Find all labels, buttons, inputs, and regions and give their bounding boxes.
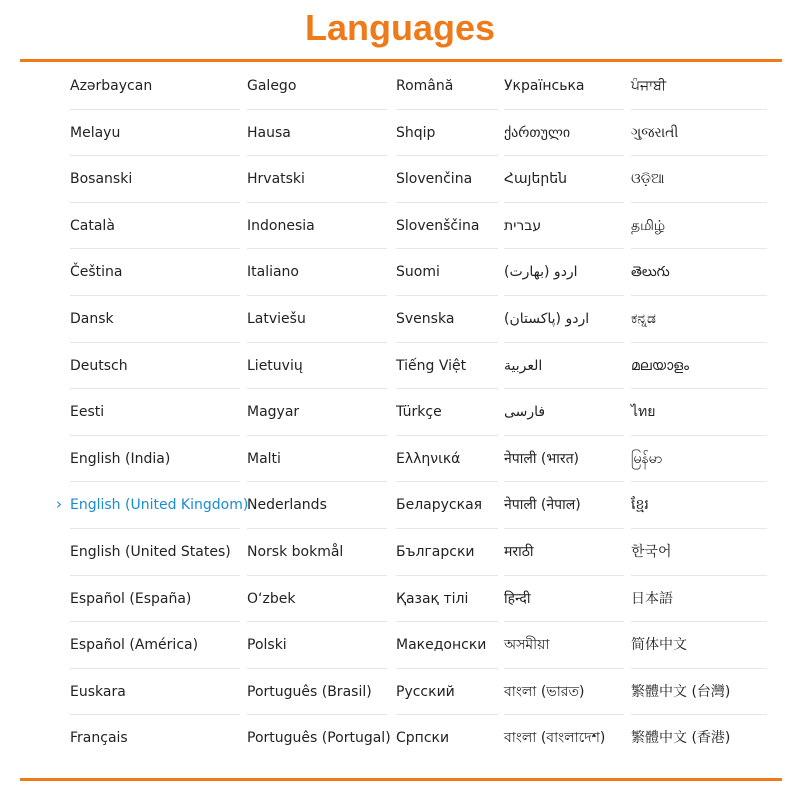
language-label: ไทย (631, 404, 656, 421)
language-option[interactable] (247, 203, 387, 250)
language-label: Eesti (70, 404, 105, 421)
language-label: नेपाली (भारत) (504, 450, 580, 467)
language-label: বাংলা (ভারত) (504, 683, 585, 700)
language-label: ಕನ್ನಡ (631, 310, 656, 327)
language-column-2 (247, 63, 391, 762)
language-option[interactable] (504, 343, 624, 390)
language-option[interactable] (504, 622, 624, 669)
language-label: Azərbaycan (70, 78, 153, 94)
language-option[interactable] (504, 576, 624, 623)
language-label: ଓଡ଼ିଆ (631, 171, 665, 188)
footer-divider (20, 778, 782, 781)
language-label: Bosanski (70, 171, 133, 188)
language-option[interactable] (70, 156, 240, 203)
language-option[interactable] (504, 110, 624, 157)
language-label: Magyar (247, 404, 300, 421)
language-option[interactable] (631, 622, 767, 669)
language-label: English (United States) (70, 543, 231, 560)
language-option[interactable] (70, 63, 240, 110)
language-option[interactable] (70, 576, 240, 623)
language-option[interactable] (70, 343, 240, 390)
language-label: Indonesia (247, 217, 315, 234)
language-label: Latviešu (247, 310, 306, 327)
language-label: Svenska (396, 310, 455, 327)
chevron-right-icon: › (56, 495, 62, 514)
language-label: Español (España) (70, 590, 192, 607)
language-label: Українська (504, 78, 585, 94)
language-option[interactable] (247, 529, 387, 576)
language-label: Српски (396, 730, 450, 747)
language-option[interactable] (631, 715, 767, 762)
language-option[interactable] (70, 296, 240, 343)
language-option[interactable] (504, 669, 624, 716)
language-option[interactable] (247, 576, 387, 623)
language-option[interactable] (247, 110, 387, 157)
language-label: Shqip (396, 124, 436, 141)
language-option[interactable] (504, 203, 624, 250)
language-label: Slovenščina (396, 217, 480, 234)
language-option[interactable] (396, 110, 498, 157)
header-divider (20, 59, 782, 62)
language-option[interactable] (631, 249, 767, 296)
language-option[interactable] (396, 296, 498, 343)
language-label: Français (70, 730, 128, 747)
language-option[interactable] (396, 156, 498, 203)
language-label: မြန်မာ (631, 450, 663, 467)
language-option[interactable] (631, 669, 767, 716)
language-label: हिन्दी (504, 590, 531, 607)
language-label: മലയാളം (631, 357, 690, 374)
language-label: Malti (247, 450, 281, 467)
language-label: Nederlands (247, 497, 327, 514)
language-label: اردو (بھارت) (504, 264, 578, 281)
language-label: Ελληνικά (396, 450, 461, 467)
language-label: Galego (247, 78, 297, 94)
language-option[interactable] (247, 389, 387, 436)
language-option[interactable] (396, 715, 498, 762)
language-column-3 (396, 63, 498, 762)
language-option[interactable] (631, 203, 767, 250)
language-label: Português (Brasil) (247, 683, 372, 700)
page-title: Languages (304, 7, 496, 48)
language-label: O‘zbek (247, 590, 296, 607)
language-label: తెలుగు (631, 264, 670, 281)
language-option[interactable] (504, 63, 624, 110)
language-option[interactable] (247, 343, 387, 390)
language-label: বাংলা (বাংলাদেশ) (504, 730, 606, 747)
language-option[interactable] (396, 482, 498, 529)
language-label: Català (70, 217, 115, 234)
language-option[interactable] (631, 110, 767, 157)
language-option[interactable] (70, 436, 240, 483)
language-label: ქართული (504, 124, 571, 141)
language-grid (0, 63, 800, 775)
language-option[interactable] (631, 529, 767, 576)
language-option[interactable] (504, 389, 624, 436)
language-option[interactable] (631, 389, 767, 436)
language-option[interactable] (70, 203, 240, 250)
language-option[interactable] (70, 529, 240, 576)
language-option[interactable] (396, 63, 498, 110)
language-label: Tiếng Việt (396, 357, 467, 374)
language-label: Հայերեն (504, 171, 567, 188)
language-option[interactable] (396, 389, 498, 436)
language-option[interactable] (631, 482, 767, 529)
language-label: English (India) (70, 450, 171, 467)
language-label: 简体中文 (631, 637, 687, 654)
language-option[interactable] (631, 576, 767, 623)
language-label: Italiano (247, 264, 299, 281)
language-option[interactable] (247, 249, 387, 296)
language-option[interactable] (504, 296, 624, 343)
language-label: Lietuvių (247, 357, 303, 374)
language-label: 한국어 (631, 543, 672, 560)
language-column-5 (631, 63, 767, 762)
language-label: 繁體中文 (台灣) (631, 683, 731, 700)
language-option-selected[interactable] (56, 482, 249, 529)
language-label: Polski (247, 637, 287, 654)
language-option[interactable] (247, 436, 387, 483)
language-option[interactable] (70, 389, 240, 436)
language-label: Русский (396, 683, 455, 700)
language-label: Български (396, 543, 475, 560)
language-option[interactable] (631, 156, 767, 203)
language-label: Hausa (247, 124, 291, 141)
language-option[interactable] (70, 622, 240, 669)
language-option[interactable] (504, 156, 624, 203)
language-option[interactable] (504, 436, 624, 483)
language-option[interactable] (631, 296, 767, 343)
language-option[interactable] (396, 622, 498, 669)
language-option[interactable] (247, 63, 387, 110)
language-label: Melayu (70, 124, 121, 141)
language-option[interactable] (504, 482, 624, 529)
language-label: اردو (پاکستان) (504, 310, 590, 327)
language-label: עברית (504, 217, 542, 234)
language-label: 日本語 (631, 590, 673, 607)
language-label: Suomi (396, 264, 440, 281)
language-label: Slovenčina (396, 171, 473, 188)
language-option[interactable] (247, 622, 387, 669)
language-label: Deutsch (70, 357, 128, 374)
language-label: मराठी (504, 543, 534, 560)
language-option[interactable] (396, 436, 498, 483)
language-label: ગુજરાતી (631, 124, 679, 141)
language-label: Беларуская (396, 497, 483, 514)
language-label: فارسی (504, 404, 546, 421)
language-label: தமிழ் (631, 217, 666, 234)
language-label: Dansk (70, 310, 114, 327)
language-option[interactable] (504, 715, 624, 762)
language-option[interactable] (504, 249, 624, 296)
language-option[interactable] (247, 296, 387, 343)
language-option[interactable] (396, 576, 498, 623)
language-option[interactable] (247, 156, 387, 203)
language-option[interactable] (504, 529, 624, 576)
language-label: Čeština (70, 264, 123, 281)
language-option[interactable] (396, 343, 498, 390)
language-option[interactable] (631, 63, 767, 110)
language-option[interactable] (247, 669, 387, 716)
language-label: Español (América) (70, 637, 199, 654)
language-option[interactable] (70, 669, 240, 716)
language-label: العربية (504, 357, 543, 374)
language-label: ខ្មែរ (631, 497, 649, 514)
language-label: Português (Portugal) (247, 730, 391, 747)
language-option[interactable] (396, 203, 498, 250)
language-option[interactable] (70, 249, 240, 296)
language-label: Hrvatski (247, 171, 305, 188)
language-label: Türkçe (396, 404, 442, 421)
language-label: Norsk bokmål (247, 543, 344, 560)
language-option[interactable] (70, 715, 240, 762)
language-option[interactable] (631, 343, 767, 390)
language-label: ਪੰਜਾਬੀ (631, 78, 667, 94)
language-label: Română (396, 78, 454, 94)
language-option[interactable] (396, 529, 498, 576)
language-option[interactable] (631, 436, 767, 483)
language-option[interactable] (247, 482, 387, 529)
language-column-1 (56, 63, 249, 762)
language-label: অসমীয়া (504, 637, 550, 654)
language-label: Қазақ тілі (396, 590, 469, 607)
language-column-4 (504, 63, 624, 762)
language-option[interactable] (247, 715, 391, 762)
language-option[interactable] (70, 110, 240, 157)
language-label: 繁體中文 (香港) (631, 730, 731, 747)
language-label: Euskara (70, 683, 126, 700)
language-option[interactable] (396, 249, 498, 296)
language-option[interactable] (396, 669, 498, 716)
language-label: Македонски (396, 637, 487, 654)
language-label: नेपाली (नेपाल) (504, 497, 581, 514)
language-label: English (United Kingdom) (70, 497, 249, 514)
